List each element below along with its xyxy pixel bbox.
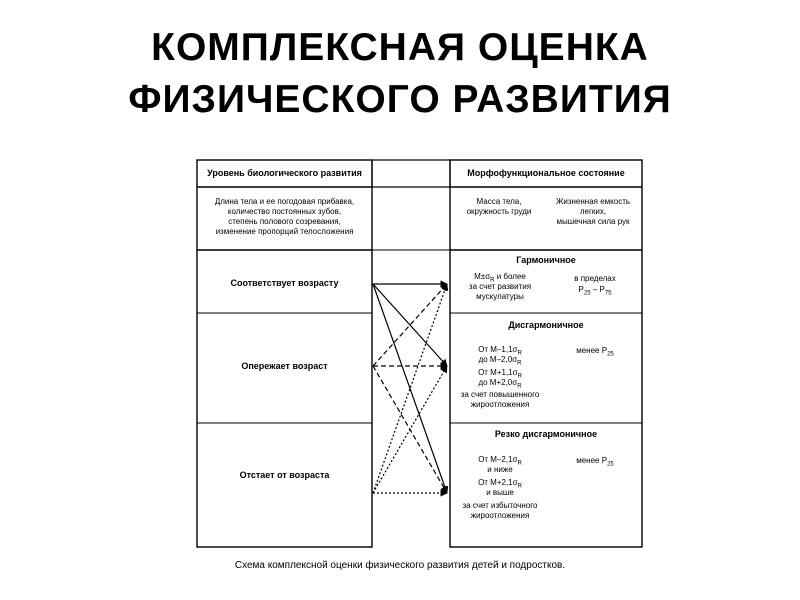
- criteria-line-4: изменение пропорций телосложения: [215, 227, 354, 236]
- sharp-line-2: и ниже: [487, 465, 513, 474]
- sharp-disharmonic-title: Резко дисгармоничное: [494, 429, 598, 439]
- sharp-line-3: От $M+2,1\sigma_R$: [478, 478, 522, 490]
- harmonic-line-3: мускулатуры: [476, 292, 524, 301]
- indicator-line: окружность груди: [466, 207, 532, 216]
- sharp-percentile: менее $P_{25}$: [576, 456, 614, 468]
- level-ahead-of-age: Опережает возраст: [241, 361, 328, 371]
- criteria-line-3: степень полового созревания,: [228, 217, 341, 226]
- title-line-1: КОМПЛЕКСНАЯ ОЦЕНКА: [151, 26, 649, 69]
- sharp-line-4: и выше: [486, 488, 514, 497]
- disharmonic-percentile: менее $P_{25}$: [576, 346, 614, 358]
- criteria-line-2: количество постоянных зубов,: [227, 207, 342, 216]
- level-matches-age: Соответствует возрасту: [230, 278, 339, 288]
- level-behind-age: Отстает от возраста: [239, 470, 330, 480]
- disharmonic-line-5: за счет повышенного: [460, 390, 540, 399]
- sharp-line-6: жироотложения: [470, 511, 530, 520]
- disharmonic-line-1: От $M-1,1\sigma_R$: [478, 345, 522, 357]
- disharmonic-title: Дисгармоничное: [508, 320, 584, 330]
- left-header: Уровень биологического развития: [207, 168, 362, 178]
- criteria-line-1: Длина тела и ее погодовая прибавка,: [214, 197, 355, 206]
- harmonic-line-1: $M\pm\sigma_R$ и более: [474, 272, 526, 284]
- sharp-line-1: От $M-2,1\sigma_R$: [478, 455, 522, 467]
- harmonic-title: Гармоничное: [516, 255, 576, 265]
- sharp-line-5: за счет избыточного: [462, 501, 538, 510]
- disharmonic-line-4: до $M+2,0\sigma_R$: [478, 378, 522, 390]
- disharmonic-line-6: жироотложения: [470, 400, 530, 409]
- indicator-line: мышечная сила рук: [556, 217, 630, 226]
- middle-column-frame: [372, 160, 450, 250]
- figure-caption: Схема комплексной оценки физического развития детей и подростков.: [234, 560, 566, 571]
- title-line-2: ФИЗИЧЕСКОГО РАЗВИТИЯ: [128, 78, 672, 121]
- indicator-line: легких,: [579, 207, 607, 216]
- indicator-line: Масса тела,: [476, 197, 522, 206]
- disharmonic-line-2: до $M-2,0\sigma_R$: [478, 355, 522, 367]
- disharmonic-line-3: От $M+1,1\sigma_R$: [478, 368, 522, 380]
- indicator-line: Жизненная емкость: [555, 197, 631, 206]
- harmonic-line-2: за счет развития: [468, 282, 532, 291]
- harmonic-range-label: в пределах: [574, 274, 616, 283]
- connection-arrows: [373, 284, 447, 493]
- harmonic-range: $P_{25} - P_{75}$: [578, 285, 612, 297]
- right-header: Морфофункциональное состояние: [467, 168, 625, 178]
